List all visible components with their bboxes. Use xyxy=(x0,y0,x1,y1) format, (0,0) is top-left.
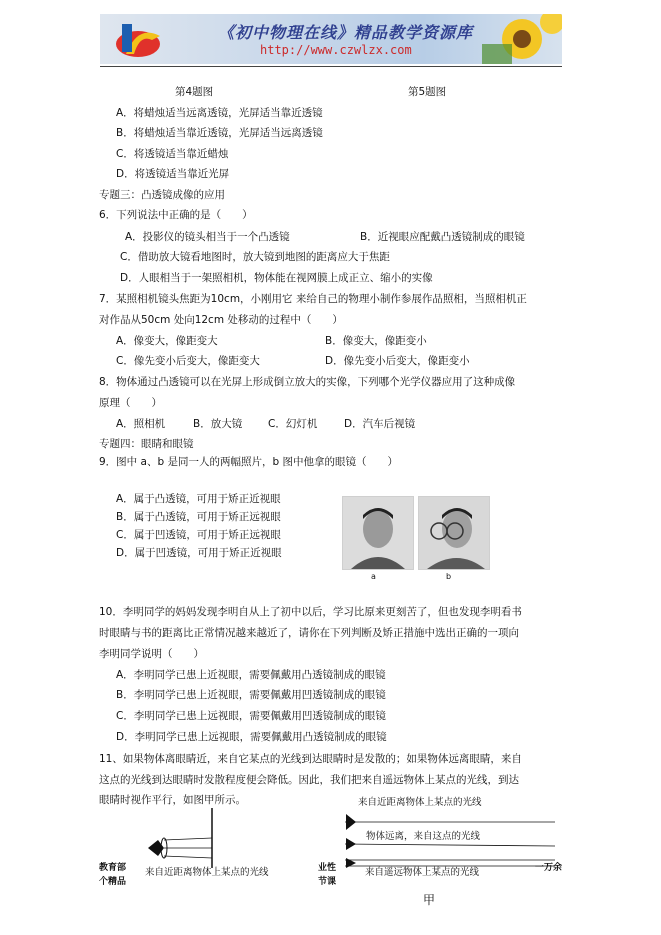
diagram-right-mid-label: 物体远离，来自这点的光线 xyxy=(366,831,481,842)
q5-option-d: D．将透镜适当靠近光屏 xyxy=(116,168,230,180)
q7-stem-line2: 对作品从50cm 处向12cm 处移动的过程中（ ） xyxy=(99,314,343,326)
diagram-left-label: 来自近距离物体上某点的光线 xyxy=(145,867,269,878)
q11-stem-line3: 眼睛时视作平行，如图甲所示。 xyxy=(99,794,246,806)
sunflower-decoration-icon xyxy=(472,14,562,64)
q7-stem-line1: 7．某照相机镜头焦距为10cm，小刚用它 来给自己的物理小制作参展作品照相，当照相机正 xyxy=(99,293,527,305)
q9-option-a: A．属于凸透镜，可用于矫正近视眼 xyxy=(116,493,281,505)
diagram-right-top-label: 来自近距离物体上某点的光线 xyxy=(358,797,482,808)
q10-stem-line1: 10．李明同学的妈妈发现李明自从上了初中以后，学习比原来更刻苦了，但也发现李明看书 xyxy=(99,606,522,618)
photo-a-label: a xyxy=(371,572,376,581)
eye-icon-mid xyxy=(346,838,356,850)
footer-left-2: 个精品 xyxy=(99,877,127,887)
header-title: 《初中物理在线》精品教学资源库 xyxy=(218,23,474,42)
q7-option-b: B．像变大，像距变小 xyxy=(325,335,427,347)
q8-option-c: C．幻灯机 xyxy=(268,418,318,430)
q7-option-d: D．像先变小后变大，像距变小 xyxy=(325,355,470,367)
q8-option-b: B．放大镜 xyxy=(193,418,243,430)
q6-option-a: A．投影仪的镜头相当于一个凸透镜 xyxy=(125,231,290,243)
footer-mid-1: 业性 xyxy=(318,863,337,873)
q9-option-c: C．属于凹透镜，可用于矫正远视眼 xyxy=(116,529,281,541)
q9-option-b: B．属于凸透镜，可用于矫正远视眼 xyxy=(116,511,281,523)
q10-stem-line3: 李明同学说明（ ） xyxy=(99,648,204,660)
q6-stem: 6．下列说法中正确的是（ ） xyxy=(99,209,253,221)
left-eye-diagram xyxy=(148,808,212,868)
photo-b xyxy=(418,496,490,570)
q10-option-a: A．李明同学已患上近视眼，需要佩戴用凸透镜制成的眼镜 xyxy=(116,669,386,681)
q10-option-c: C．李明同学已患上远视眼，需要佩戴用凹透镜制成的眼镜 xyxy=(116,710,386,722)
photo-b-label: b xyxy=(446,572,452,581)
person-photo-icon xyxy=(343,497,413,569)
q10-option-d: D．李明同学已患上远视眼，需要佩戴用凸透镜制成的眼镜 xyxy=(116,731,387,743)
logo-icon xyxy=(108,14,178,64)
q9-stem: 9．图中 a、b 是同一人的两幅照片，b 图中他拿的眼镜（ ） xyxy=(99,456,398,468)
q5-option-b: B．将蜡烛适当靠近透镜，光屏适当远离透镜 xyxy=(116,127,323,139)
q7-option-c: C．像先变小后变大，像距变大 xyxy=(116,355,260,367)
header-banner xyxy=(100,14,562,64)
q8-option-a: A．照相机 xyxy=(116,418,166,430)
header-url: http://www.czwlzx.com xyxy=(260,43,412,57)
fig4-caption: 第4题图 xyxy=(175,86,214,98)
eye-icon-top xyxy=(346,814,356,830)
q11-stem-line2: 这点的光线到达眼睛时发散程度便会降低。因此，我们把来自遥远物体上某点的光线，到达 xyxy=(99,774,519,786)
footer-mid-2: 节课 xyxy=(318,877,337,887)
topic4-heading: 专题四：眼睛和眼镜 xyxy=(99,438,194,450)
q7-option-a: A．像变大，像距变大 xyxy=(116,335,218,347)
q11-stem-line1: 11、如果物体离眼睛近，来自它某点的光线到达眼睛时是发散的；如果物体远离眼睛，来自 xyxy=(99,753,522,765)
q5-option-a: A．将蜡烛适当远离透镜，光屏适当靠近透镜 xyxy=(116,107,323,119)
q8-stem-line2: 原理（ ） xyxy=(99,397,162,409)
fig5-caption: 第5题图 xyxy=(408,86,447,98)
q10-option-b: B．李明同学已患上近视眼，需要佩戴用凹透镜制成的眼镜 xyxy=(116,689,386,701)
q10-stem-line2: 时眼睛与书的距离比正常情况越来越近了，请你在下列判断及矫正措施中选出正确的一项向 xyxy=(99,627,519,639)
q6-option-c: C．借助放大镜看地图时，放大镜到地图的距离应大于焦距 xyxy=(120,251,390,263)
q8-stem-line1: 8．物体通过凸透镜可以在光屏上形成倒立放大的实像，下列哪个光学仪器应用了这种成像 xyxy=(99,376,516,388)
q8-option-d: D．汽车后视镜 xyxy=(344,418,416,430)
q6-option-b: B．近视眼应配戴凸透镜制成的眼镜 xyxy=(360,231,525,243)
footer-left-1: 教育部 xyxy=(99,863,127,873)
eye-icon-bottom xyxy=(346,858,356,868)
q6-option-d: D．人眼相当于一架照相机，物体能在视网膜上成正立、缩小的实像 xyxy=(120,272,433,284)
q9-option-d: D．属于凹透镜，可用于矫正近视眼 xyxy=(116,547,282,559)
diagram-right-bottom-label: 来自遥远物体上某点的光线 xyxy=(365,867,480,878)
footer-right: 一万余 xyxy=(535,863,563,873)
person-with-glasses-photo-icon xyxy=(419,497,489,569)
topic3-heading: 专题三：凸透镜成像的应用 xyxy=(99,189,225,201)
photo-a xyxy=(342,496,414,570)
header-divider xyxy=(100,66,562,67)
diagram-caption: 甲 xyxy=(423,893,436,907)
q5-option-c: C．将透镜适当靠近蜡烛 xyxy=(116,148,229,160)
